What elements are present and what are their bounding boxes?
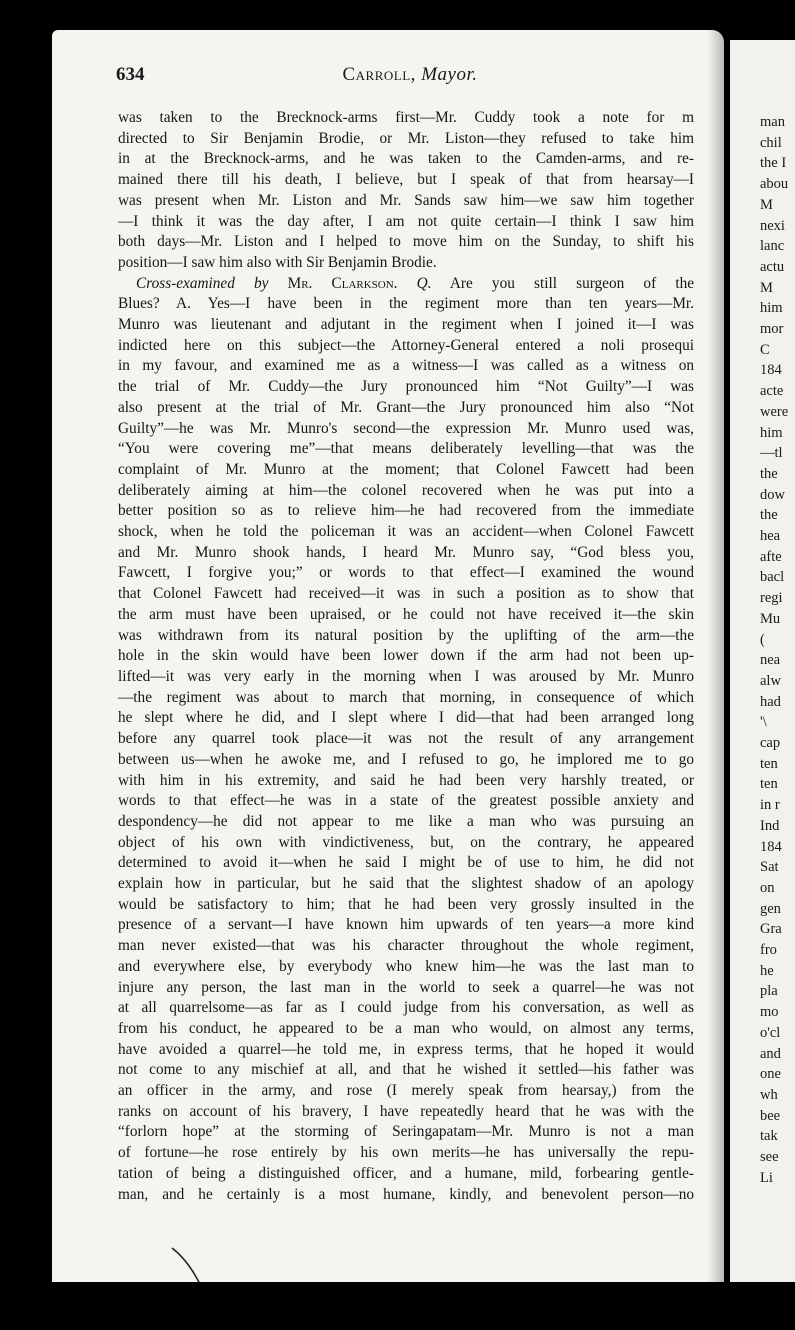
facing-page-fragment: '\ [760, 714, 767, 731]
facing-page-fragment: the I [760, 155, 787, 172]
facing-page-fragment: ten [760, 776, 778, 793]
text-line: man, and he certainly is a most humane, kindly, and benevolent person—no [118, 1185, 694, 1203]
text-line: with him in his extremity, and said he had been very harshly treated, or [118, 771, 694, 789]
book-page [52, 30, 724, 1282]
facing-page-fragment: lanc [760, 238, 785, 255]
text-line: words to that effect—he was in a state of the greatest possible anxiety and [118, 792, 694, 810]
text-line: was taken to the Brecknock-arms first—Mr. Cuddy took a note for m [118, 109, 694, 126]
text-line: determined to avoid it—when he said I might be of use to him, he did not [118, 854, 694, 872]
facing-page-fragment: cap [760, 735, 781, 751]
facing-page-fragment: mo [760, 1004, 779, 1021]
text-line: “forlorn hope” at the storming of Seringapatam—Mr. Munro is not a man [118, 1123, 694, 1141]
text-line: was withdrawn from its natural position by the uplifting of the arm—the [118, 626, 694, 644]
text-line: at all quarrelsome—as far as I could judge from his conversation, as well as [118, 999, 694, 1017]
text-line: of fortune—he rose entirely by his own merits—he has universally the repu- [118, 1144, 694, 1162]
facing-page-fragment: ( [760, 631, 765, 648]
cross-examination-line: Cross-examined by Mr. Clarkson. Q. Are you still surgeon of the [136, 274, 695, 292]
facing-page-fragment: man [760, 114, 785, 130]
text-line: —I think it was the day after, I am not quite certain—I think I saw him [118, 212, 694, 230]
text-line: complaint of Mr. Munro at the moment; that Colonel Fawcett had been [118, 460, 694, 478]
text-line: and Mr. Munro shook hands, I heard Mr. Munro say, “God bless you, [118, 543, 694, 561]
text-line: also present at the trial of Mr. Grant—the Jury pronounced him also “Not [118, 398, 694, 416]
facing-page-fragment: wh [760, 1086, 778, 1103]
facing-page-fragment: the [760, 507, 778, 524]
page-gutter-shadow [708, 30, 724, 1282]
facing-page-fragment: Ind [760, 817, 780, 834]
text-line: an officer in the army, and rose (I merely speak from hearsay,) from the [118, 1082, 694, 1100]
text-line: and everywhere else, by everybody who knew him—he was the last man to [118, 957, 694, 975]
text-line: that Colonel Fawcett had received—it was in such a position as to show that [118, 585, 694, 603]
text-line: presence of a servant—I have known him upwards of ten years—a more kind [118, 916, 694, 934]
facing-page-fragment: ten [760, 755, 778, 772]
facing-page-fragment: Sat [760, 859, 779, 876]
text-line: better position so as to relieve him—he had recovered from the immediate [118, 502, 694, 520]
facing-page-fragment: bacl [760, 569, 785, 586]
facing-page-fragment: acte [760, 383, 784, 400]
facing-page-fragment: mor [760, 321, 784, 337]
facing-page-fragment: gen [760, 900, 781, 917]
facing-page-fragment: on [760, 879, 775, 896]
facing-page-fragment: see [760, 1149, 779, 1165]
facing-page-fragment: C [760, 341, 770, 358]
facing-page-fragment: o'cl [760, 1024, 781, 1041]
cross-examined-label: Cross-examined by [136, 274, 269, 292]
facing-page-fragment: fro [760, 942, 777, 958]
text-line: from his conduct, he appeared to be a man who would, on almost any terms, [118, 1019, 694, 1037]
text-line: he slept where he did, and I slept where I did—that had been arranged long [118, 709, 694, 727]
text-line: would be satisfactory to him; that he had been very grossly insulted in the [118, 895, 694, 913]
text-line: despondency—he did not appear to me like a man who was pursuing an [118, 812, 694, 830]
text-line: deliberately aiming at him—the colonel recovered when he was put into a [118, 481, 694, 499]
facing-page-fragment: had [760, 693, 781, 710]
text-line: before any quarrel took place—it was not the result of any arrangement [118, 730, 694, 748]
facing-page-fragment: 184 [760, 362, 782, 379]
question-marker: Q. [416, 274, 432, 292]
text-line: not come to any mischief at all, and that he wished it settled—his father was [118, 1061, 694, 1079]
facing-page-fragment: him [760, 300, 783, 317]
running-title-name: Carroll, [342, 64, 416, 85]
facing-page-fragment: actu [760, 258, 785, 275]
text-line: in my favour, and examined me as a witness—I was called as a witness on [118, 357, 694, 375]
text-line: Fawcett, I forgive you;” or words to that effect—I examined the wound [118, 564, 694, 582]
facing-page-fragment: M [760, 279, 773, 296]
facing-page-fragment: and [760, 1045, 781, 1062]
facing-page-fragment: him [760, 424, 783, 441]
text-line: the trial of Mr. Cuddy—the Jury pronounced him “Not Guilty”—I was [118, 378, 694, 396]
text-line: position—I saw him also with Sir Benjamin Brodie. [118, 253, 437, 271]
facing-page-fragment: bee [760, 1107, 781, 1124]
text-line: explain how in particular, but he said that the slightest shadow of an apology [118, 875, 694, 893]
counsel-name: Clarkson. [331, 274, 398, 292]
text-line: “You were covering me”—that means deliberately levelling—that was the [118, 440, 694, 458]
facing-page-fragment: abou [760, 176, 789, 193]
text-line: Blues? A. Yes—I have been in the regiment more than ten years—Mr. [118, 295, 694, 313]
page-header [116, 64, 644, 86]
running-title [236, 64, 644, 86]
running-title-office: Mayor. [421, 64, 478, 85]
page-number: 634 [116, 64, 145, 85]
text-line: injure any person, the last man in the world to seek a quarrel—he was not [118, 978, 694, 996]
text-line: man never existed—that was his character throughout the whole regiment, [118, 937, 694, 955]
text-line: ranks on account of his bravery, I have repeatedly heard that he was with the [118, 1102, 694, 1120]
facing-page-fragment: afte [760, 548, 782, 565]
facing-page-fragment: were [760, 403, 789, 420]
facing-page-fragment: pla [760, 983, 778, 1000]
facing-page-fragment: chil [760, 134, 782, 151]
text-line: object of his own with vindictiveness, but, on the contrary, he appeared [118, 833, 694, 851]
facing-page-fragment: —tl [760, 445, 783, 462]
text-line: lifted—it was very early in the morning when I was aroused by Mr. Munro [118, 667, 694, 685]
text-line: between us—when he awoke me, and I refused to go, he implored me to go [118, 750, 694, 768]
facing-page-fragment: hea [760, 528, 781, 544]
counsel-title: Mr. [287, 274, 313, 292]
text-line: —the regiment was about to march that morning, in consequence of which [118, 688, 694, 706]
text-line: mained there till his death, I believe, but I speak of that from hearsay—I [118, 171, 694, 189]
facing-page-fragment: M [760, 196, 773, 213]
facing-page-fragment: Mu [760, 610, 781, 627]
body-text [118, 108, 694, 1205]
facing-page-fragment: the [760, 465, 778, 482]
facing-page-fragment: Gra [760, 921, 782, 938]
text-line: indicted here on this subject—the Attorney-General entered a noli prosequi [118, 336, 694, 354]
text-line: shock, when he told the policeman it was an accident—when Colonel Fawcett [118, 523, 694, 541]
text-line: tation of being a distinguished officer, and a humane, mild, forbearing gentle- [118, 1164, 694, 1182]
facing-page-fragment: nea [760, 652, 781, 669]
facing-page-fragment: regi [760, 590, 783, 607]
text-line: have avoided a quarrel—he told me, in express terms, that he hoped it would [118, 1040, 694, 1058]
facing-page-fragment: 184 [760, 838, 782, 855]
text-line: the arm must have been upraised, or he could not have received it—the skin [118, 605, 694, 623]
text-line: in at the Brecknock-arms, and he was taken to the Camden-arms, and re- [118, 150, 694, 168]
facing-page-fragment: one [760, 1066, 781, 1083]
facing-page-fragment: in r [760, 797, 780, 814]
text-line: both days—Mr. Liston and I helped to move him on the Sunday, to shift his [118, 233, 694, 251]
facing-page-fragment: alw [760, 672, 781, 689]
facing-page-edge [730, 40, 795, 1290]
facing-page-fragment: dow [760, 486, 785, 503]
text-line: directed to Sir Benjamin Brodie, or Mr. Liston—they refused to take him [118, 129, 694, 147]
facing-page-fragment: Li [760, 1169, 773, 1186]
text-line: hole in the skin would have been lower down if the arm had not been up- [118, 647, 694, 665]
text-line: was present when Mr. Liston and Mr. Sands saw him—we saw him together [118, 191, 694, 209]
facing-page-fragment: he [760, 962, 774, 979]
facing-page-fragment: nexi [760, 217, 785, 234]
facing-page-fragment: tak [760, 1128, 778, 1145]
text-line: Munro was lieutenant and adjutant in the regiment when I joined it—I was [118, 316, 694, 334]
scan-bottom-border [0, 1282, 795, 1330]
text-line: Guilty”—he was Mr. Munro's second—the expression Mr. Munro used was, [118, 419, 694, 437]
